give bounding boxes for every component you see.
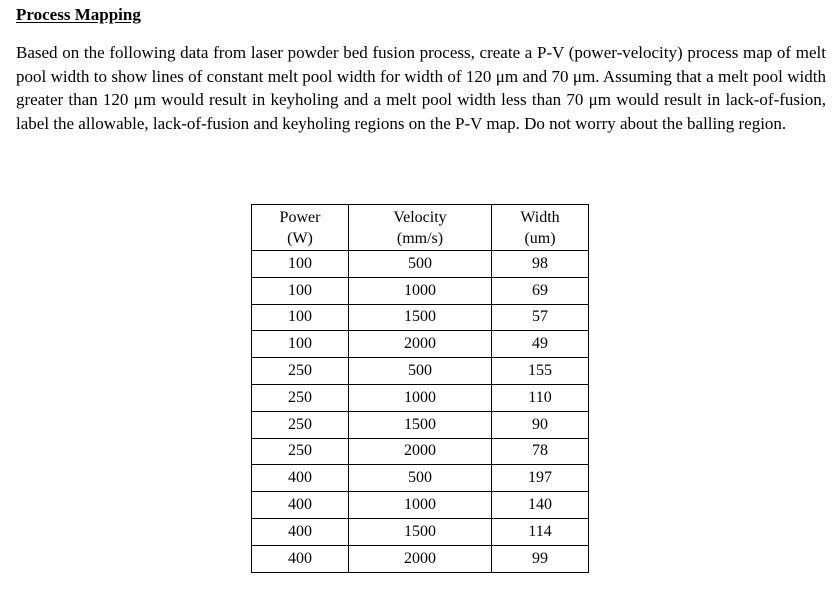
cell-width: 140: [492, 492, 589, 519]
cell-velocity: 2000: [349, 438, 492, 465]
cell-power: 100: [252, 277, 349, 304]
cell-width: 110: [492, 384, 589, 411]
cell-velocity: 500: [349, 465, 492, 492]
header-power-unit: (W): [287, 229, 313, 247]
problem-statement: Based on the following data from laser powder bed fusion process, create a P-V (power-velocity) process map of melt pool width to show lines of constant melt pool width for width of 120 μm and 70 μm. Assuming that a melt pool width greater than 120 μm would result in keyholing and a melt pool width less than 70 μm would result in lack-of-fusion, label the allowable, lack-of-fusion and keyholing regions on the P-V map. Do not worry about the balling region.: [16, 43, 826, 133]
cell-velocity: 1500: [349, 518, 492, 545]
header-velocity-name: Velocity: [393, 208, 447, 226]
table-row: [252, 545, 589, 572]
table-row: [252, 251, 589, 278]
cell-width: 69: [492, 277, 589, 304]
cell-power: 400: [252, 545, 349, 572]
cell-power: 100: [252, 331, 349, 358]
table-row: [252, 492, 589, 519]
cell-velocity: 1000: [349, 384, 492, 411]
cell-velocity: 500: [349, 358, 492, 385]
cell-power: 100: [252, 251, 349, 278]
cell-velocity: 1500: [349, 411, 492, 438]
cell-velocity: 1000: [349, 492, 492, 519]
table-row: [252, 277, 589, 304]
cell-velocity: 2000: [349, 331, 492, 358]
cell-power: 400: [252, 492, 349, 519]
table-row: [252, 465, 589, 492]
table-row: [252, 331, 589, 358]
table-header-row: [252, 205, 589, 251]
header-power-name: Power: [279, 208, 321, 226]
cell-velocity: 1000: [349, 277, 492, 304]
cell-power: 400: [252, 465, 349, 492]
cell-velocity: 1500: [349, 304, 492, 331]
table-row: [252, 411, 589, 438]
table-row: [252, 384, 589, 411]
cell-power: 250: [252, 438, 349, 465]
cell-velocity: 500: [349, 251, 492, 278]
data-table: [251, 204, 589, 573]
cell-width: 155: [492, 358, 589, 385]
header-velocity: [349, 205, 492, 251]
cell-power: 250: [252, 358, 349, 385]
page-title: Process Mapping: [16, 5, 141, 24]
cell-width: 98: [492, 251, 589, 278]
cell-width: 49: [492, 331, 589, 358]
table-row: [252, 358, 589, 385]
cell-width: 99: [492, 545, 589, 572]
cell-velocity: 2000: [349, 545, 492, 572]
cell-power: 250: [252, 411, 349, 438]
table-row: [252, 518, 589, 545]
table-row: [252, 304, 589, 331]
header-power: [252, 205, 349, 251]
cell-width: 197: [492, 465, 589, 492]
cell-power: 250: [252, 384, 349, 411]
cell-power: 100: [252, 304, 349, 331]
header-width-name: Width: [520, 208, 560, 226]
cell-width: 114: [492, 518, 589, 545]
cell-width: 78: [492, 438, 589, 465]
cell-power: 400: [252, 518, 349, 545]
header-velocity-unit: (mm/s): [396, 229, 444, 247]
cell-width: 57: [492, 304, 589, 331]
table-row: [252, 438, 589, 465]
cell-width: 90: [492, 411, 589, 438]
header-width-unit: (um): [524, 229, 556, 247]
header-width: [492, 205, 589, 251]
